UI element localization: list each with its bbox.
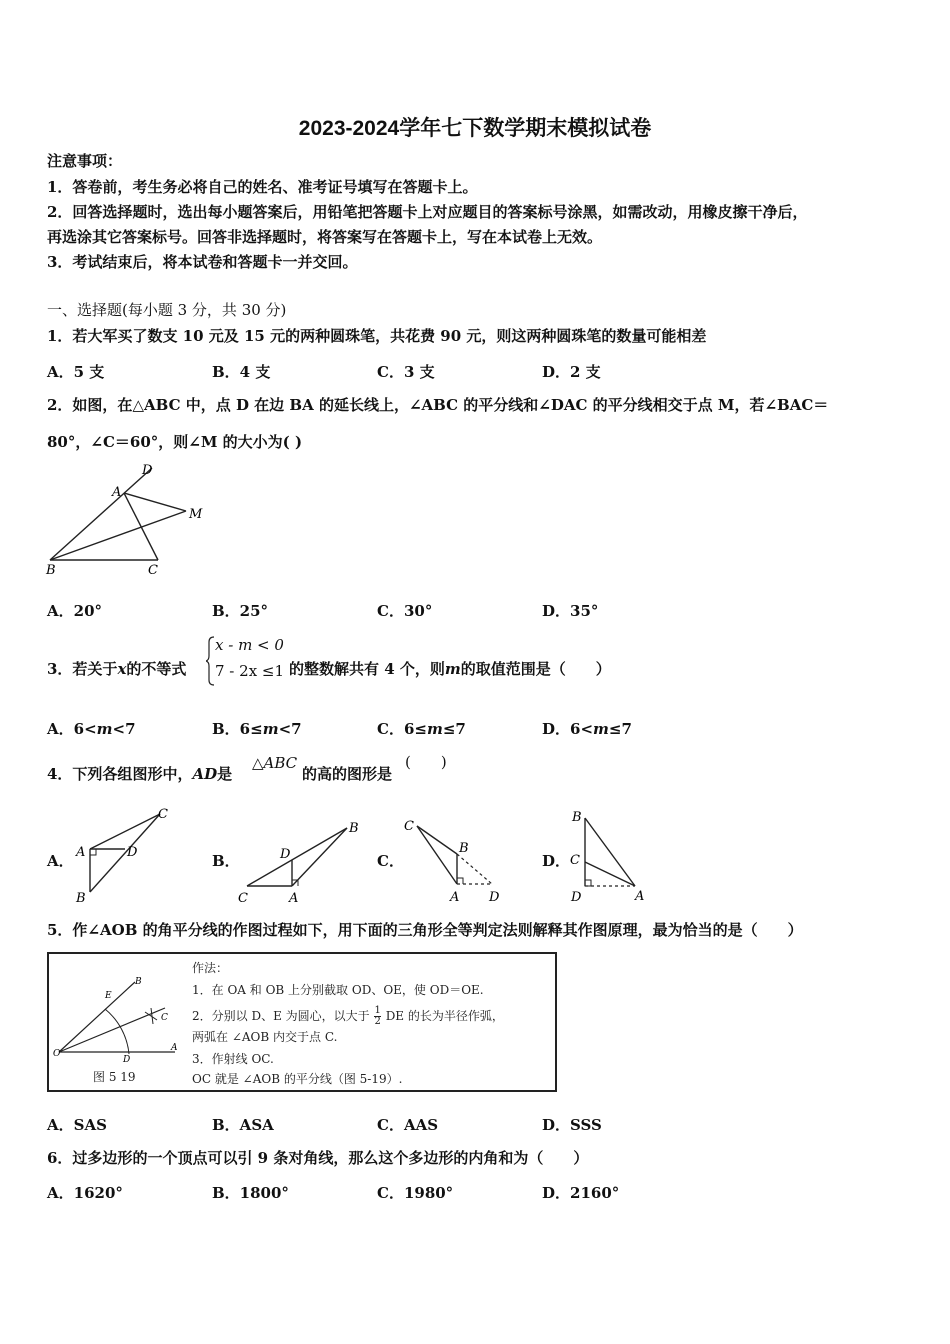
q2-option-d[interactable]: D．35° <box>542 602 599 620</box>
question-2-stem-line1: 2．如图，在△ABC 中，点 D 在边 BA 的延长线上，∠ABC 的平分线和∠DAC 的平分线相交于点 M，若∠BAC＝ <box>47 396 829 414</box>
svg-text:B: B <box>135 977 142 987</box>
notice-item: 1．答卷前，考生务必将自己的姓名、准考证号填写在答题卡上。 <box>47 178 478 196</box>
svg-text:D: D <box>123 1055 131 1065</box>
q6-option-b[interactable]: B．1800° <box>212 1184 289 1202</box>
q3-option-d[interactable]: D．6<m≤7 <box>542 720 632 738</box>
question-3-stem-tail: 的整数解共有 4 个，则m的取值范围是（ ） <box>289 660 611 678</box>
svg-text:D: D <box>571 890 582 905</box>
q5-construction-box <box>47 952 557 1092</box>
question-5-stem: 5．作∠AOB 的角平分线的作图过程如下，用下面的三角形全等判定法则解释其作图原理，最为恰当的是（ ） <box>47 921 803 939</box>
q6-option-a[interactable]: A．1620° <box>47 1184 123 1202</box>
var-m: m <box>444 660 461 678</box>
page-title: 2023-2024学年七下数学期末模拟试卷 <box>298 117 652 140</box>
notice-item: 再选涂其它答案标号。回答非选择题时，将答案写在答题卡上，写在本试卷上无效。 <box>47 228 603 246</box>
q4-option-c[interactable]: C． <box>377 852 404 870</box>
section-heading: 一、选择题(每小题 3 分，共 30 分) <box>47 301 287 319</box>
q1-option-c[interactable]: C．3 支 <box>377 363 435 381</box>
var-x: x <box>117 660 127 678</box>
q2-triangle-figure <box>44 460 210 578</box>
q5-heading: 作法： <box>192 961 229 975</box>
question-1-stem: 1．若大军买了数支 10 元及 15 元的两种圆珠笔，共花费 90 元，则这两种圆珠笔的数量可能相差 <box>47 327 707 345</box>
svg-text:B: B <box>572 810 582 825</box>
q1-option-b[interactable]: B．4 支 <box>212 363 271 381</box>
notice-heading: 注意事项： <box>47 152 123 170</box>
svg-text:A: A <box>289 891 299 906</box>
q5-step-3: 3．作射线 OC. <box>192 1052 274 1066</box>
q2-label-c: C <box>148 563 158 578</box>
svg-text:A: A <box>635 889 645 904</box>
svg-text:A: A <box>171 1043 178 1053</box>
svg-text:E: E <box>105 991 112 1001</box>
svg-text:A: A <box>450 890 460 905</box>
q5-option-b[interactable]: B．ASA <box>212 1116 274 1134</box>
q4-figure-a <box>70 804 175 906</box>
svg-text:B: B <box>459 841 469 856</box>
svg-text:B: B <box>349 821 359 836</box>
q5-angle-figure <box>53 972 188 1068</box>
svg-text:C: C <box>238 891 248 906</box>
q2-label-m: M <box>189 507 203 522</box>
svg-text:C: C <box>404 819 414 834</box>
svg-text:C: C <box>570 853 580 868</box>
question-2-stem-line2: 80°，∠C＝60°，则∠M 的大小为( ) <box>47 433 303 451</box>
svg-text:C: C <box>161 1013 168 1023</box>
q1-option-d[interactable]: D．2 支 <box>542 363 601 381</box>
q3-option-a[interactable]: A．6<m<7 <box>47 720 136 738</box>
q2-label-a: A <box>112 485 122 500</box>
q3-system-line2: 7 - 2x ≤1 <box>215 662 285 680</box>
q2-label-b: B <box>46 563 56 578</box>
q3-option-b[interactable]: B．6≤m<7 <box>212 720 302 738</box>
q6-option-d[interactable]: D．2160° <box>542 1184 620 1202</box>
q5-caption: 图 5 19 <box>93 1070 136 1084</box>
notice-item: 2．回答选择题时，选出每小题答案后，用铅笔把答题卡上对应题目的答案标号涂黑，如需改动，用橡皮擦干净后， <box>47 203 808 221</box>
svg-text:D: D <box>489 890 500 905</box>
q5-step-2: 2．分别以 D、E 为圆心，以大于 $\frac{1}{2}$ DE 的长为半径作弧， <box>192 1005 504 1027</box>
notice-item: 3．考试结束后，将本试卷和答题卡一并交回。 <box>47 253 358 271</box>
q4-option-b[interactable]: B． <box>212 852 240 870</box>
q5-step-2-cont: 两弧在 ∠AOB 内交于点 C. <box>192 1030 338 1044</box>
q4-paren: ( ) <box>405 753 447 771</box>
svg-text:O: O <box>53 1049 61 1059</box>
question-4-stem: 4．下列各组图形中，AD是 <box>47 765 233 783</box>
q4-figure-d <box>565 804 655 906</box>
q5-option-c[interactable]: C．AAS <box>377 1116 439 1134</box>
q2-option-a[interactable]: A．20° <box>47 602 103 620</box>
q5-option-a[interactable]: A．SAS <box>47 1116 107 1134</box>
q1-option-a[interactable]: A．5 支 <box>47 363 105 381</box>
question-6-stem: 6．过多边形的一个顶点可以引 9 条对角线，那么这个多边形的内角和为（ ） <box>47 1149 589 1167</box>
svg-text:D: D <box>127 845 138 860</box>
q2-label-d: D <box>142 463 153 478</box>
q4-figure-b <box>235 818 365 906</box>
q3-option-c[interactable]: C．6≤m≤7 <box>377 720 466 738</box>
svg-text:D: D <box>280 847 291 862</box>
svg-text:A: A <box>76 845 86 860</box>
q5-step-4: OC 就是 ∠AOB 的平分线（图 5-19）. <box>192 1072 403 1086</box>
q2-option-c[interactable]: C．30° <box>377 602 433 620</box>
q4-option-d[interactable]: D． <box>542 852 571 870</box>
q2-option-b[interactable]: B．25° <box>212 602 269 620</box>
question-3-stem: 3．若关于x的不等式 <box>47 660 187 678</box>
svg-text:B: B <box>76 891 86 906</box>
q5-step-1: 1．在 OA 和 OB 上分别截取 OD、OE，使 OD＝OE. <box>192 983 484 997</box>
q4-triangle-symbol: △ABC <box>252 754 298 772</box>
q4-option-a[interactable]: A． <box>47 852 74 870</box>
q4-figure-c <box>400 814 510 906</box>
q3-system-line1: x - m < 0 <box>215 636 284 654</box>
q5-option-d[interactable]: D．SSS <box>542 1116 602 1134</box>
svg-text:C: C <box>158 807 168 822</box>
q6-option-c[interactable]: C．1980° <box>377 1184 454 1202</box>
question-4-stem-tail: 的高的图形是 <box>302 765 393 783</box>
